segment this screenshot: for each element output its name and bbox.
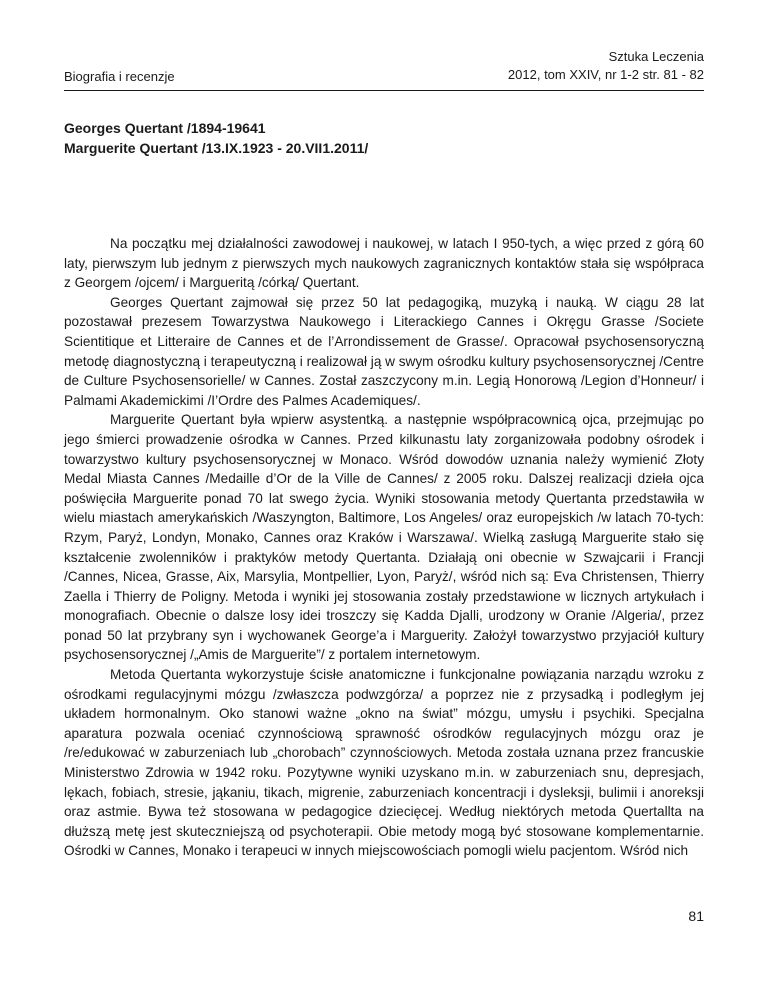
paragraph: Georges Quertant zajmował się przez 50 lat pedagogiką, muzyką i nauką. W ciągu 28 lat pozostawał prezesem Towarzystwa Naukowego i Literackiego Cannes i Okręgu Grasse /Societe Scientitique et Litteraire de Cannes et de l’Arrondissement de Grasse/. Opracował psychosensoryczną metodę diagnostyczną i terapeutyczną i realizował ją w swym ośrodku kultury psychosensorycznej /Centre de Culture Psychosensorielle/ w Cannes. Został zaszczycony m.in. Legią Honorową /Legion d’Honneur/ i Palmami Akademickimi /I’Ordre des Palmes Academiques/. — [64, 294, 704, 408]
journal-issue: 2012, tom XXIV, nr 1-2 str. 81 - 82 — [507, 67, 704, 82]
paragraph: Metoda Quertanta wykorzystuje ścisłe anatomiczne i funkcjonalne powiązania narządu wzroku z ośrodkami regulacyjnymi mózgu /zwłaszcza podwzgórza/ a poprzez nie z przysadką i podległym jej układem hormonalnym. Oko stanowi ważne „okno na świat” mózgu, umysłu i psychiki. Specjalna aparatura pozwala oceniać czynnościową sprawność ośrodków regulacyjnych mózgu oraz je /re/edukować w zaburzeniach lub „chorobach” czynnościowych. Metoda została uznana przez francuskie Ministerstwo Zdrowia w 1942 roku. Pozytywne wyniki uzyskano m.in. w zaburzeniach snu, depresjach, lękach, fobiach, stresie, jąkaniu, tikach, migrenie, zaburzeniach koncentracji i dysleksji, bulimii i anoreksji oraz astmie. Bywa też stosowana w pedagogice dziecięcej. Według niektórych metoda Quertallta na dłuższą metę jest skuteczniejszą od psychoterapii. Obie metody mogą być stosowane komplementarnie. Ośrodki w Cannes, Monako i terapeuci w innych miejscowościach pomogli wielu pacjentom. Wśród nich — [64, 667, 704, 859]
article-titles — [64, 118, 368, 158]
page-number: 81 — [688, 908, 704, 924]
journal-name: Sztuka Leczenia — [608, 49, 704, 64]
title-marguerite: Marguerite Quertant /13.IX.1923 - 20.VII1.2011/ — [64, 140, 369, 156]
journal-citation — [508, 48, 704, 84]
paragraph: Na początku mej działalności zawodowej i naukowej, w latach I 950-tych, a więc przed z górą 60 laty, pierwszym lub jednym z pierwszych mych naukowych zagranicznych kontaktów stała się współpraca z Georgem /ojcem/ i Margueritą /córką/ Quertant. — [64, 236, 704, 291]
paragraph: Marguerite Quertant była wpierw asystentką. a następnie współpracownicą ojca, przejmując po jego śmierci prowadzenie ośrodka w Cannes. Przed kilkunastu laty zorganizowała podobny ośrodek i towarzystwo kultury psychosensorycznej w Monaco. Wśród dowodów uznania należy wymienić Złoty Medal Miasta Cannes /Medaille d’Or de la Ville de Cannes/ z 2005 roku. Dalszej realizacji dzieła ojca poświęciła Marguerite ponad 70 lat swego życia. Wyniki stosowania metody Quertanta przedstawiła w wielu miastach amerykańskich /Waszyngton, Baltimore, Los Angeles/ oraz europejskich /w latach 70-tych: Rzym, Paryż, Londyn, Monako, Cannes oraz Kraków i Warszawa/. Wielką zasługą Marguerite stało się kształcenie zwolenników i praktyków metody Quertanta. Działają oni obecnie w Szwajcarii i Francji /Cannes, Nicea, Grasse, Aix, Marsylia, Montpellier, Lyon, Paryż/, wśród nich są: Eva Christensen, Thierry Zaella i Thierry de Poligny. Metoda i wyniki jej stosowania zostały przedstawione w licznych artykułach i monografiach. Obecnie o dalsze losy idei troszczy się Kadda Djalli, urodzony w Oranie /Algeria/, przez ponad 50 lat przybrany syn i wychowanek George’a i Marguerity. Założył towarzystwo przyjaciół kultury psychosensorycznej /„Amis de Marguerite”/ z portalem internetowym. — [64, 412, 704, 663]
title-georges: Georges Quertant /1894-19641 — [64, 120, 266, 136]
section-label: Biografia i recenzje — [64, 69, 175, 84]
page-header — [64, 34, 704, 91]
article-body — [64, 234, 704, 861]
